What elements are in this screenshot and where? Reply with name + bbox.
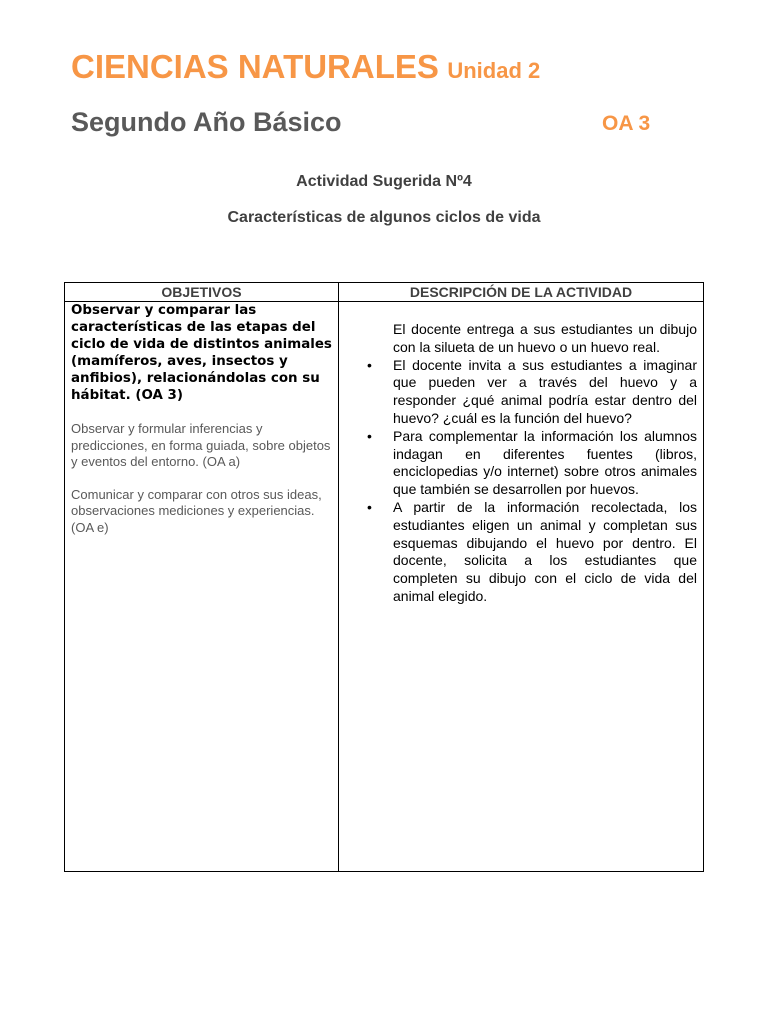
bullet-text: A partir de la información recolectada, los estudiantes eligen un animal y completan sus esquemas dibujando el huevo por dentro. El docente, solicita a los estudiantes que completen su dibujo con el ciclo de vida del animal elegido. — [393, 498, 697, 604]
main-objective: Observar y comparar las características de las etapas del ciclo de vida de distintos animales (mamíferos, aves, insectos y anfibios), relacionándolas con su hábitat. (OA 3) — [71, 303, 332, 403]
list-item — [367, 498, 697, 606]
activity-title: Actividad Sugerida Nº4 — [296, 173, 472, 190]
objectives-header: OBJETIVOS — [161, 284, 242, 300]
bullet-icon: • — [367, 498, 372, 515]
column-divider — [338, 283, 339, 871]
document-title — [71, 48, 540, 86]
bullet-icon: • — [367, 356, 372, 373]
description-header: DESCRIPCIÓN DE LA ACTIVIDAD — [409, 284, 633, 300]
bullet-icon: • — [367, 427, 372, 444]
activity-subtitle: Características de algunos ciclos de vida — [227, 209, 541, 226]
list-item — [367, 427, 697, 499]
unit-label: Unidad 2 — [447, 58, 541, 83]
objective-oa-a: Observar y formular inferencias y predicciones, en forma guiada, sobre objetos y eventos del entorno. (OA a) — [71, 421, 331, 469]
subject-title: CIENCIAS NATURALES — [71, 48, 439, 85]
description-cell — [367, 321, 697, 606]
grade-heading: Segundo Año Básico — [71, 107, 342, 137]
list-item — [367, 356, 697, 428]
objective-oa-e: Comunicar y comparar con otros sus ideas, observaciones mediciones y experiencias. (OA e) — [71, 486, 322, 535]
bullet-text: Para complementar la información los alumnos indagan en diferentes fuentes (libros, enciclopedias y/o internet) sobre otros animales que también se desarrollen por huevos. — [393, 427, 697, 498]
intro-paragraph: El docente entrega a sus estudiantes un dibujo con la silueta de un huevo o un huevo real. — [393, 321, 697, 355]
oa-label: OA 3 — [602, 112, 651, 135]
activity-table — [64, 282, 704, 872]
bullet-text: El docente invita a sus estudiantes a imaginar que pueden ver a través del huevo y a responder ¿qué animal podría estar dentro del huevo? ¿cuál es la función del huevo? — [393, 356, 697, 426]
objectives-cell — [71, 302, 333, 536]
